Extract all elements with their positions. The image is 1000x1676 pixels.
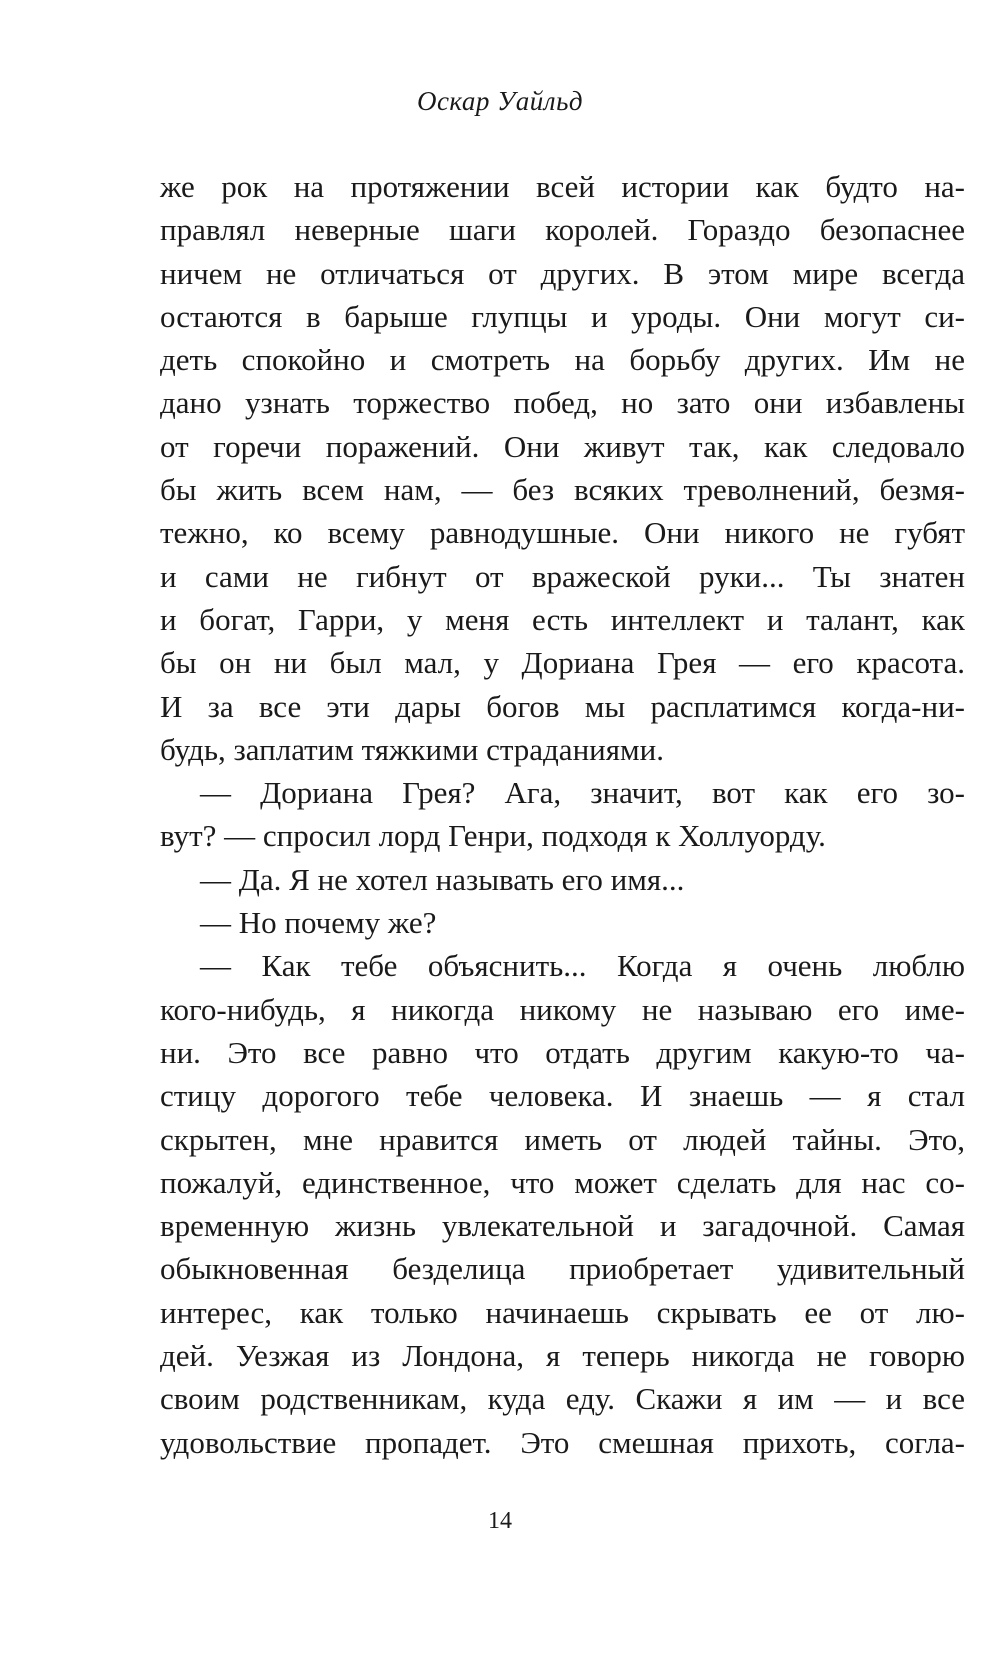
text-line: бы он ни был мал, у Дориана Грея — его красота.	[160, 645, 965, 681]
text-line: деть спокойно и смотреть на борьбу других. Им не	[160, 342, 965, 378]
text-line: остаются в барыше глупцы и уроды. Они могут си-	[160, 298, 965, 334]
text-line: от горечи поражений. Они живут так, как следовало	[160, 428, 965, 464]
text-line: пожалуй, единственное, что может сделать для нас со-	[160, 1164, 965, 1200]
text-line: скрытен, мне нравится иметь от людей тайны. Это,	[160, 1121, 965, 1157]
text-line: И за все эти дары богов мы расплатимся когда-ни-	[160, 688, 965, 724]
text-line: бы жить всем нам, — без всяких треволнений, безмя-	[160, 472, 965, 508]
text-line: же рок на протяжении всей истории как будто на-	[160, 169, 965, 204]
text-line: — Дориана Грея? Ага, значит, вот как его зо-	[200, 775, 965, 811]
text-line: интерес, как только начинаешь скрывать ее от лю-	[160, 1294, 965, 1330]
text-line: — Да. Я не хотел называть его имя...	[200, 861, 685, 897]
text-line: будь, заплатим тяжкими страданиями.	[160, 731, 664, 767]
text-line: дей. Уезжая из Лондона, я теперь никогда не говорю	[160, 1338, 965, 1374]
text-line: своим родственникам, куда еду. Скажи я им — и все	[160, 1381, 965, 1417]
text-line: удовольствие пропадет. Это смешная прихоть, согла-	[160, 1424, 965, 1460]
text-line: тежно, ко всему равнодушные. Они никого не губят	[160, 515, 965, 551]
text-line: стицу дорогого тебе человека. И знаешь — я стал	[160, 1078, 965, 1114]
text-line: и богат, Гарри, у меня есть интеллект и талант, как	[160, 601, 965, 637]
text-line: дано узнать торжество побед, но зато они избавлены	[160, 385, 965, 421]
text-line: ничем не отличаться от других. В этом мире всегда	[160, 255, 965, 291]
text-line: — Как тебе объяснить... Когда я очень люблю	[200, 948, 965, 984]
text-line: кого-нибудь, я никогда никому не называю его име-	[160, 991, 965, 1027]
text-line: — Но почему же?	[200, 905, 437, 941]
text-line: ни. Это все равно что отдать другим какую-то ча-	[160, 1034, 965, 1070]
page-number: 14	[488, 1508, 512, 1534]
text-line: временную жизнь увлекательной и загадочной. Самая	[160, 1208, 965, 1244]
text-line: обыкновенная безделица приобретает удивительный	[160, 1251, 965, 1287]
text-line: правлял неверные шаги королей. Гораздо безопаснее	[160, 212, 965, 248]
text-line: и сами не гибнут от вражеской руки... Ты знатен	[160, 558, 965, 594]
text-line: вут? — спросил лорд Генри, подходя к Холлуорду.	[160, 818, 826, 854]
running-title: Оскар Уайльд	[416, 86, 584, 116]
body-text	[160, 165, 965, 1464]
